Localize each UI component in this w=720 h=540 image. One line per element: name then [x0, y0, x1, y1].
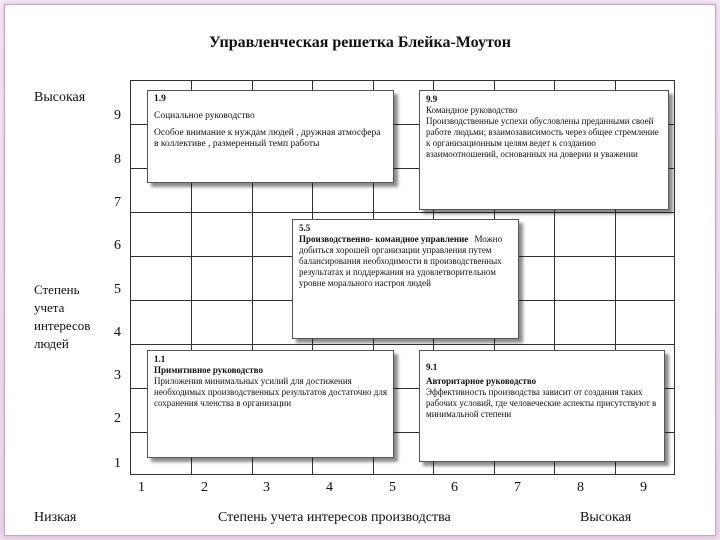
style-description: Приложения минимальных усилий для достижения необходимых производственных результатов достаточно для сохранения членства в организации	[154, 376, 388, 408]
y-axis-label-line: интересов	[34, 318, 91, 333]
style-description: Эффективность производства зависит от создания таких рабочих условий, где человеческие аспекты присутствуют в минимальной степени	[426, 387, 657, 419]
style-box-1-1	[147, 350, 394, 458]
x-tick: 4	[326, 480, 333, 495]
x-tick: 6	[451, 480, 458, 495]
x-axis-label: Степень учета интересов производства	[218, 510, 451, 525]
style-name: Примитивное руководство	[154, 365, 263, 375]
y-tick: 1	[114, 456, 121, 471]
x-axis-low-label: Низкая	[34, 510, 77, 525]
style-description: Производственные успехи обусловлены преданными своей работе людьми; взаимозависимость через общее стремление к организационным целям ведет к созданию взаимоотношений, основанных на доверии и уважении	[426, 116, 659, 159]
y-axis-label	[34, 281, 114, 353]
y-tick: 2	[114, 411, 121, 426]
y-tick: 3	[114, 368, 121, 383]
x-tick: 1	[138, 480, 145, 495]
style-code: 9.1	[426, 362, 438, 372]
style-description: Особое внимание к нуждам людей , дружная атмосфера в коллективе , размеренный темп работы	[154, 128, 381, 149]
style-code: 5.5	[299, 223, 311, 233]
y-tick: 7	[114, 195, 121, 210]
style-name: Авторитарное руководство	[426, 376, 537, 386]
y-tick: 6	[114, 238, 121, 253]
x-tick: 7	[514, 480, 521, 495]
x-tick: 5	[389, 480, 396, 495]
style-box-1-9	[147, 90, 394, 183]
style-code: 1.9	[154, 94, 166, 104]
y-axis-high-label: Высокая	[34, 90, 86, 105]
x-tick: 8	[577, 480, 584, 495]
y-tick: 5	[114, 282, 121, 297]
y-tick: 9	[114, 108, 121, 123]
style-box-9-1	[419, 350, 665, 462]
style-box-5-5	[292, 219, 519, 339]
y-axis-label-line: людей	[34, 336, 69, 351]
y-axis-label-line: учета	[34, 300, 65, 315]
x-tick: 2	[201, 480, 208, 495]
x-tick: 9	[640, 480, 647, 495]
style-description: Можно добиться хорошей организации управления путем балансирования необходимости в производственных результатах и поддержания на удовлетворительном уровне морального настроя людей	[299, 234, 503, 288]
y-tick: 4	[114, 325, 121, 340]
y-tick: 8	[114, 152, 121, 167]
x-tick: 3	[263, 480, 270, 495]
grid-line	[131, 212, 674, 213]
x-axis-high-label: Высокая	[580, 510, 632, 525]
style-code: 9.9	[426, 94, 438, 104]
diagram-title: Управленческая решетка Блейка-Моутон	[209, 34, 511, 51]
style-name: Командное руководство	[426, 105, 518, 115]
style-name: Производственно- командное управление	[299, 234, 469, 244]
style-box-9-9	[419, 90, 669, 210]
grid-line	[131, 344, 674, 345]
style-code: 1.1	[154, 354, 166, 364]
y-axis-label-line: Степень	[34, 282, 80, 297]
style-name: Социальное руководство	[154, 111, 255, 121]
